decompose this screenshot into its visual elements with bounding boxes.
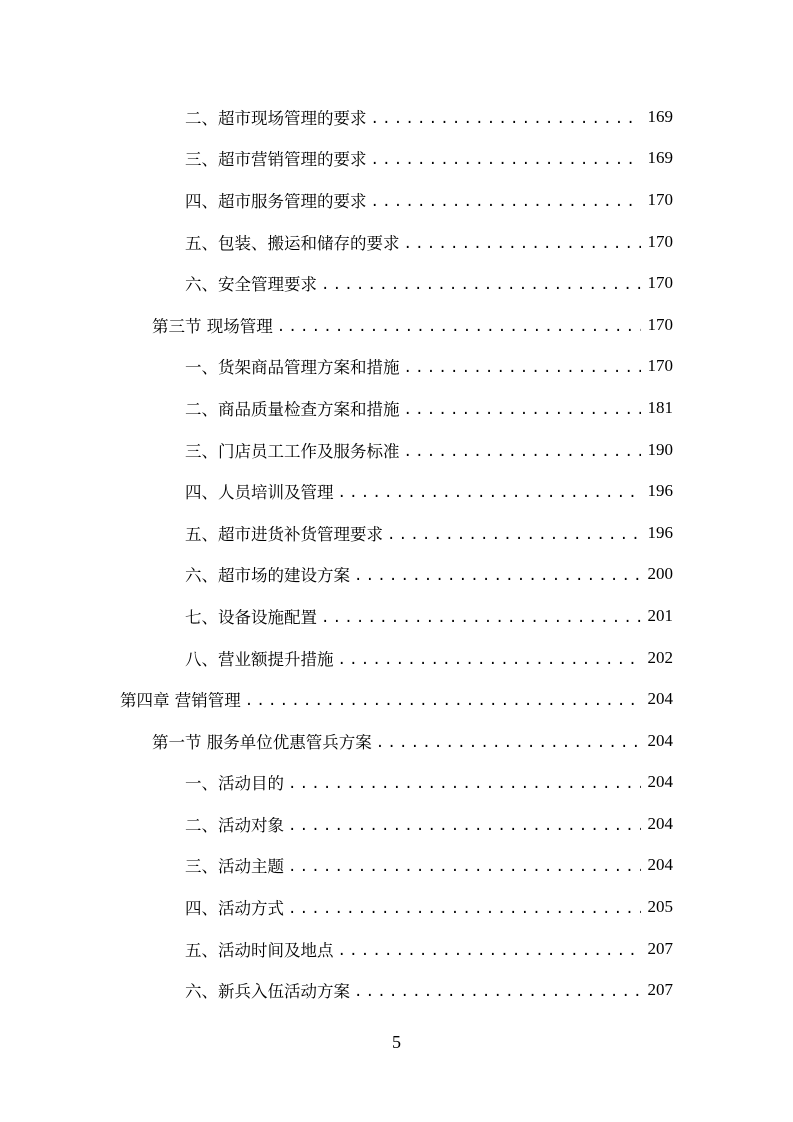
toc-entry[interactable] (0, 221, 793, 263)
toc-entry-title: 四、人员培训及管理 (185, 483, 334, 503)
toc-entry-page: 202 (647, 647, 673, 667)
dot-leader (371, 191, 642, 209)
toc-section-entry[interactable] (0, 304, 793, 346)
dot-leader (354, 981, 641, 999)
toc-entry-page: 204 (647, 813, 673, 833)
toc-entry-page: 169 (647, 148, 673, 168)
toc-entry-page: 181 (647, 397, 673, 417)
toc-entry-title: 四、超市服务管理的要求 (185, 191, 367, 211)
dot-leader (404, 399, 642, 417)
dot-leader (321, 607, 641, 625)
toc-entry-page: 169 (647, 106, 673, 126)
dot-leader (354, 565, 641, 583)
toc-entry-title: 六、超市场的建设方案 (185, 566, 350, 586)
toc-entry-title: 六、新兵入伍活动方案 (185, 982, 350, 1002)
toc-entry[interactable] (0, 803, 793, 845)
dot-leader (245, 690, 641, 708)
toc-entry-title: 二、商品质量检查方案和措施 (185, 399, 400, 419)
toc-entry-page: 204 (647, 730, 673, 750)
toc-entry[interactable] (0, 346, 793, 388)
toc-entry-page: 170 (647, 314, 673, 334)
toc-entry[interactable] (0, 179, 793, 221)
dot-leader (288, 773, 641, 791)
toc-entry-page: 201 (647, 605, 673, 625)
dot-leader (404, 233, 642, 251)
toc-entry[interactable] (0, 969, 793, 1011)
toc-entry-title: 第四章 营销管理 (120, 691, 241, 711)
toc-entry-title: 三、超市营销管理的要求 (185, 150, 367, 170)
toc-entry-page: 200 (647, 564, 673, 584)
toc-entry-title: 二、活动对象 (185, 815, 284, 835)
toc-entry-title: 一、活动目的 (185, 774, 284, 794)
dot-leader (376, 732, 641, 750)
toc-entry-title: 六、安全管理要求 (185, 275, 317, 295)
toc-entry[interactable] (0, 96, 793, 138)
toc-entry[interactable] (0, 595, 793, 637)
dot-leader (387, 524, 641, 542)
toc-section-entry[interactable] (0, 720, 793, 762)
toc-entry-page: 207 (647, 938, 673, 958)
toc-entry-title: 八、营业额提升措施 (185, 649, 334, 669)
dot-leader (404, 357, 642, 375)
toc-entry-page: 170 (647, 273, 673, 293)
dot-leader (338, 649, 642, 667)
toc-entry-title: 第三节 现场管理 (152, 316, 273, 336)
dot-leader (338, 482, 642, 500)
toc-entry[interactable] (0, 262, 793, 304)
toc-entry-page: 196 (647, 481, 673, 501)
dot-leader (288, 856, 641, 874)
toc-entry-page: 204 (647, 689, 673, 709)
toc-entry-page: 170 (647, 231, 673, 251)
toc-entry[interactable] (0, 637, 793, 679)
dot-leader (371, 149, 642, 167)
table-of-contents (0, 96, 793, 1011)
toc-entry-title: 五、超市进货补货管理要求 (185, 524, 383, 544)
dot-leader (338, 940, 642, 958)
toc-entry[interactable] (0, 470, 793, 512)
toc-chapter-entry[interactable] (0, 678, 793, 720)
toc-entry-title: 一、货架商品管理方案和措施 (185, 358, 400, 378)
toc-entry[interactable] (0, 886, 793, 928)
toc-entry[interactable] (0, 387, 793, 429)
toc-entry[interactable] (0, 928, 793, 970)
toc-entry-title: 七、设备设施配置 (185, 607, 317, 627)
dot-leader (404, 441, 642, 459)
toc-entry-page: 204 (647, 772, 673, 792)
toc-entry-page: 190 (647, 439, 673, 459)
toc-entry-title: 三、门店员工工作及服务标准 (185, 441, 400, 461)
toc-entry-page: 170 (647, 189, 673, 209)
toc-entry[interactable] (0, 554, 793, 596)
toc-entry[interactable] (0, 845, 793, 887)
dot-leader (371, 108, 642, 126)
toc-entry-title: 五、活动时间及地点 (185, 940, 334, 960)
toc-entry[interactable] (0, 512, 793, 554)
page-number: 5 (392, 1032, 401, 1052)
toc-entry[interactable] (0, 762, 793, 804)
toc-entry-title: 二、超市现场管理的要求 (185, 108, 367, 128)
toc-entry-title: 四、活动方式 (185, 899, 284, 919)
dot-leader (321, 274, 641, 292)
toc-entry-page: 196 (647, 522, 673, 542)
toc-entry[interactable] (0, 138, 793, 180)
toc-entry-title: 五、包装、搬运和储存的要求 (185, 233, 400, 253)
toc-entry-page: 170 (647, 356, 673, 376)
dot-leader (288, 898, 641, 916)
toc-entry-page: 207 (647, 980, 673, 1000)
toc-entry-title: 三、活动主题 (185, 857, 284, 877)
toc-entry-page: 204 (647, 855, 673, 875)
toc-entry-page: 205 (647, 897, 673, 917)
dot-leader (277, 316, 641, 334)
toc-entry[interactable] (0, 429, 793, 471)
dot-leader (288, 815, 641, 833)
toc-entry-title: 第一节 服务单位优惠管兵方案 (152, 732, 372, 752)
